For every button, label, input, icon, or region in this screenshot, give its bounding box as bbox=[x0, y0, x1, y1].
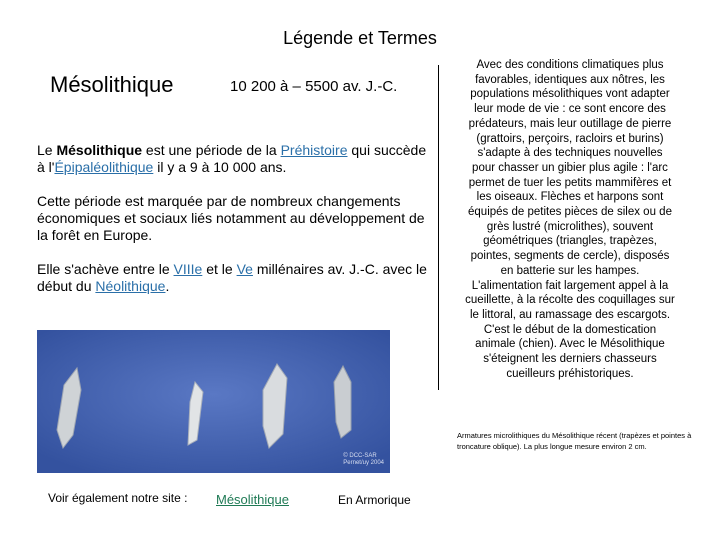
link-prehistoire[interactable]: Préhistoire bbox=[280, 142, 348, 158]
photo-credit bbox=[343, 453, 384, 467]
intro-text-mid2: qui succède à l' bbox=[37, 142, 427, 175]
vertical-divider bbox=[438, 65, 439, 390]
microlith-photo bbox=[37, 330, 390, 473]
paragraph-end bbox=[37, 261, 432, 295]
microlith-illustration bbox=[37, 330, 390, 473]
link-viiie[interactable]: VIIIe bbox=[173, 261, 203, 277]
footer-label: Voir également notre site : bbox=[48, 491, 188, 505]
period-dates: 10 200 à – 5500 av. J.-C. bbox=[230, 78, 398, 95]
link-ve[interactable]: Ve bbox=[236, 261, 253, 277]
paragraph-forest: Cette période est marquée par de nombreux changements économiques et sociaux liés notamment au développement de la forêt en Europe. bbox=[37, 193, 425, 243]
intro-paragraph bbox=[37, 142, 432, 176]
link-neolithique[interactable]: Néolithique bbox=[95, 278, 166, 294]
link-epipaleolithique[interactable]: Épipaléolithique bbox=[54, 159, 154, 175]
page-title: Légende et Termes bbox=[283, 28, 437, 48]
intro-bold-word: Mésolithique bbox=[56, 142, 143, 158]
end-text-before: Elle s'achève entre le bbox=[37, 261, 174, 277]
intro-text-before: Le bbox=[37, 142, 57, 158]
end-text-mid2: millénaires av. J.-C. avec le début du bbox=[37, 261, 427, 294]
period-name: Mésolithique bbox=[50, 72, 174, 97]
footer-site-link[interactable]: Mésolithique bbox=[216, 492, 289, 507]
footer-suffix: En Armorique bbox=[338, 493, 411, 507]
intro-text-end: il y a 9 à 10 000 ans. bbox=[153, 159, 287, 175]
photo-caption: Armatures microlithiques du Mésolithique récent (trapèzes et pointes à troncature oblique). La plus longue mesure environ 2 cm. bbox=[457, 431, 692, 451]
photo-credit-line2: Pernet/uy 2004 bbox=[343, 460, 384, 466]
end-text-mid1: et le bbox=[202, 261, 237, 277]
sidebar-text: Avec des conditions climatiques plus favorables, identiques aux nôtres, les populations mésolithiques vont adapter leur mode de vie : ce sont encore des prédateurs, mais leur outillage de pierre (grattoirs, perçoirs, racloirs et burins) s'adapte à des techniques nouvelles pour chasser un gibier plus agile : l'arc permet de tuer les petits mammifères et les oiseaux. Flèches et harpons sont équipés de petites pièces de silex ou de grès lustré (microlithes), souvent géométriques (triangles, trapèzes, pointes, segments de cercle), disposés en batterie sur les hampes. L'alimentation fait largement appel à la cueillette, à la récolte des coquillages sur le littoral, au ramassage des escargots. C'est le début de la domestication animale (chien). Avec le Mésolithique s'éteignent les derniers chasseurs cueilleurs préhistoriques. bbox=[465, 59, 675, 380]
photo-credit-line1: © DCC-SAR bbox=[343, 453, 377, 459]
end-text-end: . bbox=[165, 278, 170, 294]
intro-text-mid1: est une période de la bbox=[142, 142, 281, 158]
